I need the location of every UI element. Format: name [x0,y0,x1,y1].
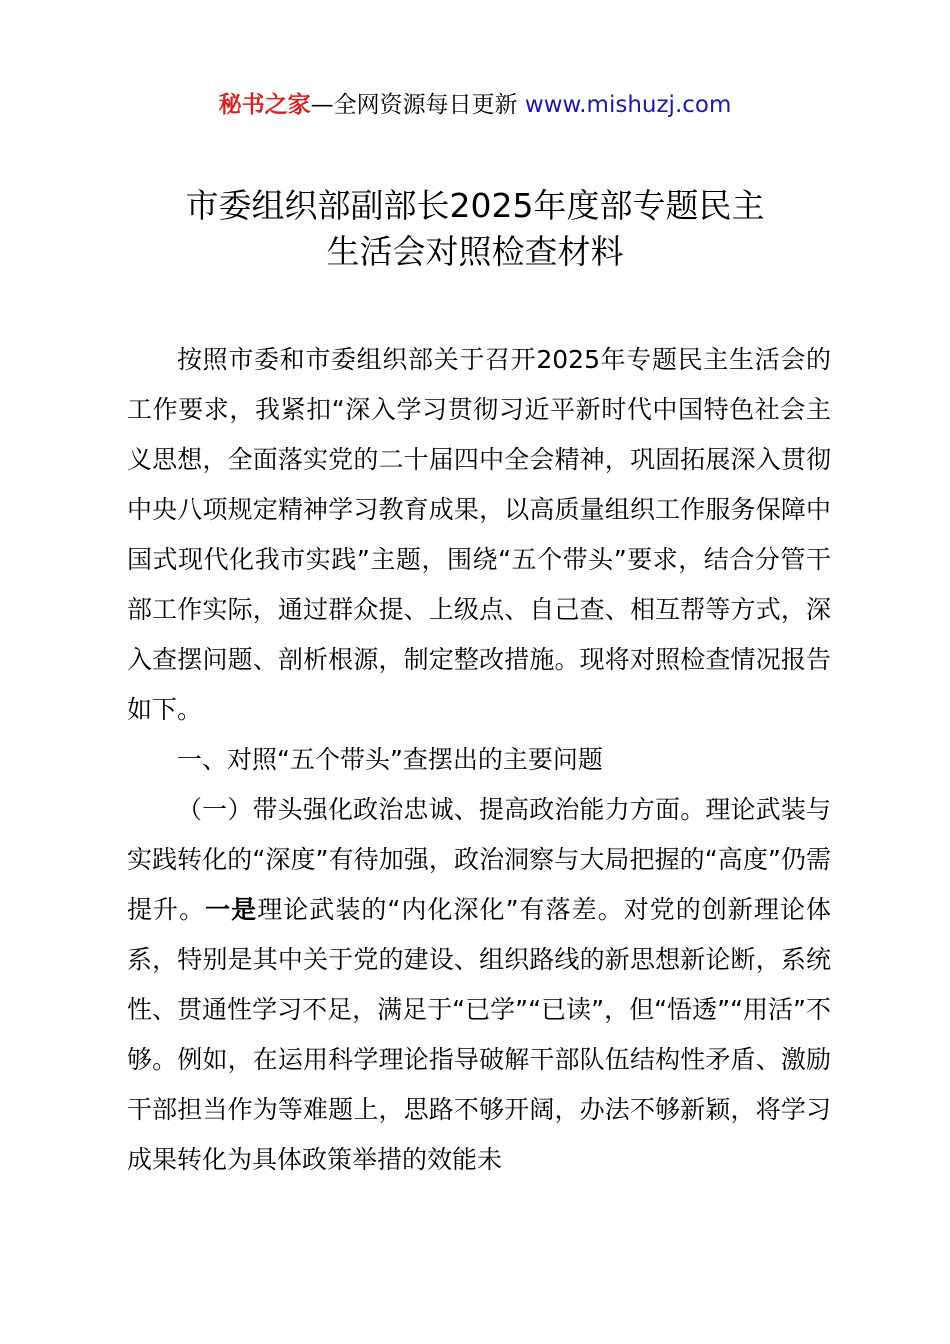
subsection-paragraph [127,785,831,1185]
section-heading: 一、对照“五个带头”查摆出的主要问题 [177,745,603,774]
title-line-1: 市委组织部副部长2025年度部专题民主 [185,186,765,225]
document-title [100,183,850,275]
subsection-lead: （一）带头强化政治忠诚、提高政治能力方面。理论武装与实践转化的“深度”有待加强，政治洞察与大局把握的“高度”仍需提升。 [127,795,831,924]
site-header [0,88,950,122]
title-line-2: 生活会对照检查材料 [326,232,624,271]
site-brand: 秘书之家 [218,92,311,118]
document-body [127,335,831,1185]
point-text: 理论武装的“内化深化”有落差。对党的创新理论体系，特别是其中关于党的建设、组织路线的新思想新论断，系统性、贯通性学习不足，满足于“已学”“已读”，但“悟透”“用活”不够。例如，在运用科学理论指导破解干部队伍结构性矛盾、激励干部担当作为等难题上，思路不够开阔，办法不够新颖，将学习成果转化为具体政策举措的效能未 [127,895,831,1174]
point-marker: 一是 [205,895,258,924]
intro-paragraph: 按照市委和市委组织部关于召开2025年专题民主生活会的工作要求，我紧扣“深入学习贯彻习近平新时代中国特色社会主义思想，全面落实党的二十届四中全会精神，巩固拓展深入贯彻中央八项规定精神学习教育成果，以高质量组织工作服务保障中国式现代化我市实践”主题，围绕“五个带头”要求，结合分管干部工作实际，通过群众提、上级点、自己查、相互帮等方式，深入查摆问题、剖析根源，制定整改措施。现将对照检查情况报告如下。 [127,345,831,724]
site-url-link[interactable]: www.mishuzj.com [524,92,732,118]
site-slogan: —全网资源每日更新 [310,92,525,118]
